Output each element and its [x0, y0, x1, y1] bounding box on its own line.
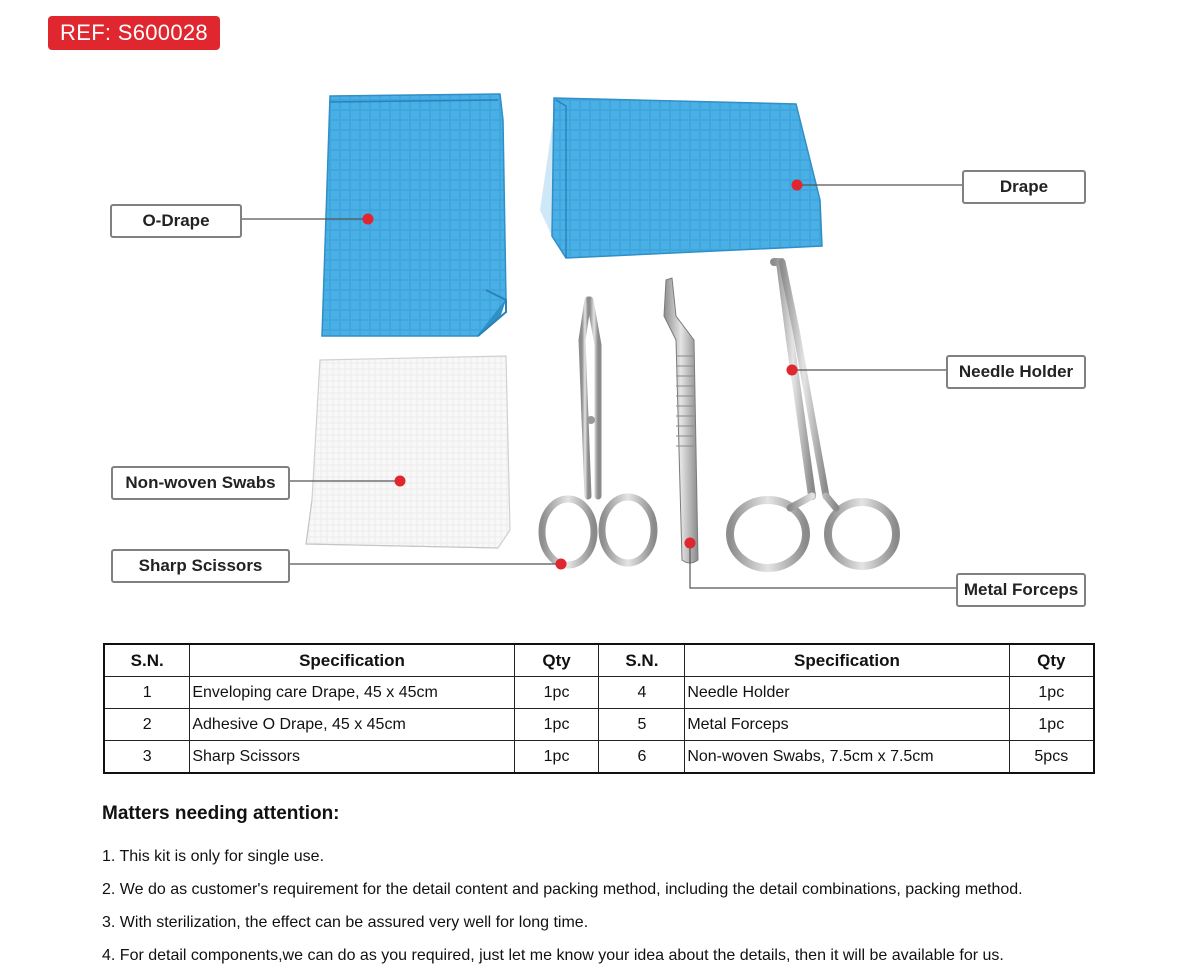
attention-title: Matters needing attention: [102, 803, 340, 824]
ref-badge: REF: S600028 [48, 16, 220, 50]
cell-sn: 3 [104, 741, 190, 774]
swabs-image [306, 356, 510, 548]
needle-holder-image [730, 262, 896, 568]
label-needle-holder: Needle Holder [946, 355, 1086, 389]
header-sn-1: S.N. [104, 644, 190, 677]
cell-sn: 1 [104, 677, 190, 709]
label-non-woven-swabs: Non-woven Swabs [111, 466, 290, 500]
cell-qty: 1pc [514, 709, 599, 741]
cell-sn: 5 [599, 709, 685, 741]
scissors-image [542, 300, 654, 565]
drape-image [540, 98, 822, 258]
label-o-drape: O-Drape [110, 204, 242, 238]
cell-sn: 2 [104, 709, 190, 741]
label-drape: Drape [962, 170, 1086, 204]
cell-sn: 4 [599, 677, 685, 709]
cell-spec: Non-woven Swabs, 7.5cm x 7.5cm [685, 741, 1009, 774]
forceps-image [664, 278, 698, 563]
table-row [104, 677, 1094, 709]
table-row [104, 741, 1094, 774]
product-illustration [0, 70, 1200, 630]
cell-qty: 5pcs [1009, 741, 1094, 774]
cell-spec: Needle Holder [685, 677, 1009, 709]
cell-spec: Adhesive O Drape, 45 x 45cm [190, 709, 514, 741]
cell-spec: Metal Forceps [685, 709, 1009, 741]
spec-table [103, 643, 1095, 774]
header-sn-2: S.N. [599, 644, 685, 677]
header-spec-1: Specification [190, 644, 514, 677]
attention-item: 1. This kit is only for single use. [102, 848, 325, 865]
header-qty-1: Qty [514, 644, 599, 677]
label-metal-forceps: Metal Forceps [956, 573, 1086, 607]
table-row [104, 709, 1094, 741]
cell-spec: Sharp Scissors [190, 741, 514, 774]
cell-qty: 1pc [514, 677, 599, 709]
attention-item: 4. For detail components,we can do as you required, just let me know your idea about the details, then it will be available for us. [102, 947, 1004, 964]
attention-item: 2. We do as customer's requirement for the detail content and packing method, including the detail combinations, packing method. [102, 881, 1023, 898]
cell-qty: 1pc [1009, 709, 1094, 741]
cell-spec: Enveloping care Drape, 45 x 45cm [190, 677, 514, 709]
label-sharp-scissors: Sharp Scissors [111, 549, 290, 583]
attention-item: 3. With sterilization, the effect can be assured very well for long time. [102, 914, 589, 931]
header-spec-2: Specification [685, 644, 1009, 677]
header-qty-2: Qty [1009, 644, 1094, 677]
cell-qty: 1pc [514, 741, 599, 774]
o-drape-image [322, 94, 506, 336]
cell-sn: 6 [599, 741, 685, 774]
cell-qty: 1pc [1009, 677, 1094, 709]
table-header-row [104, 644, 1094, 677]
